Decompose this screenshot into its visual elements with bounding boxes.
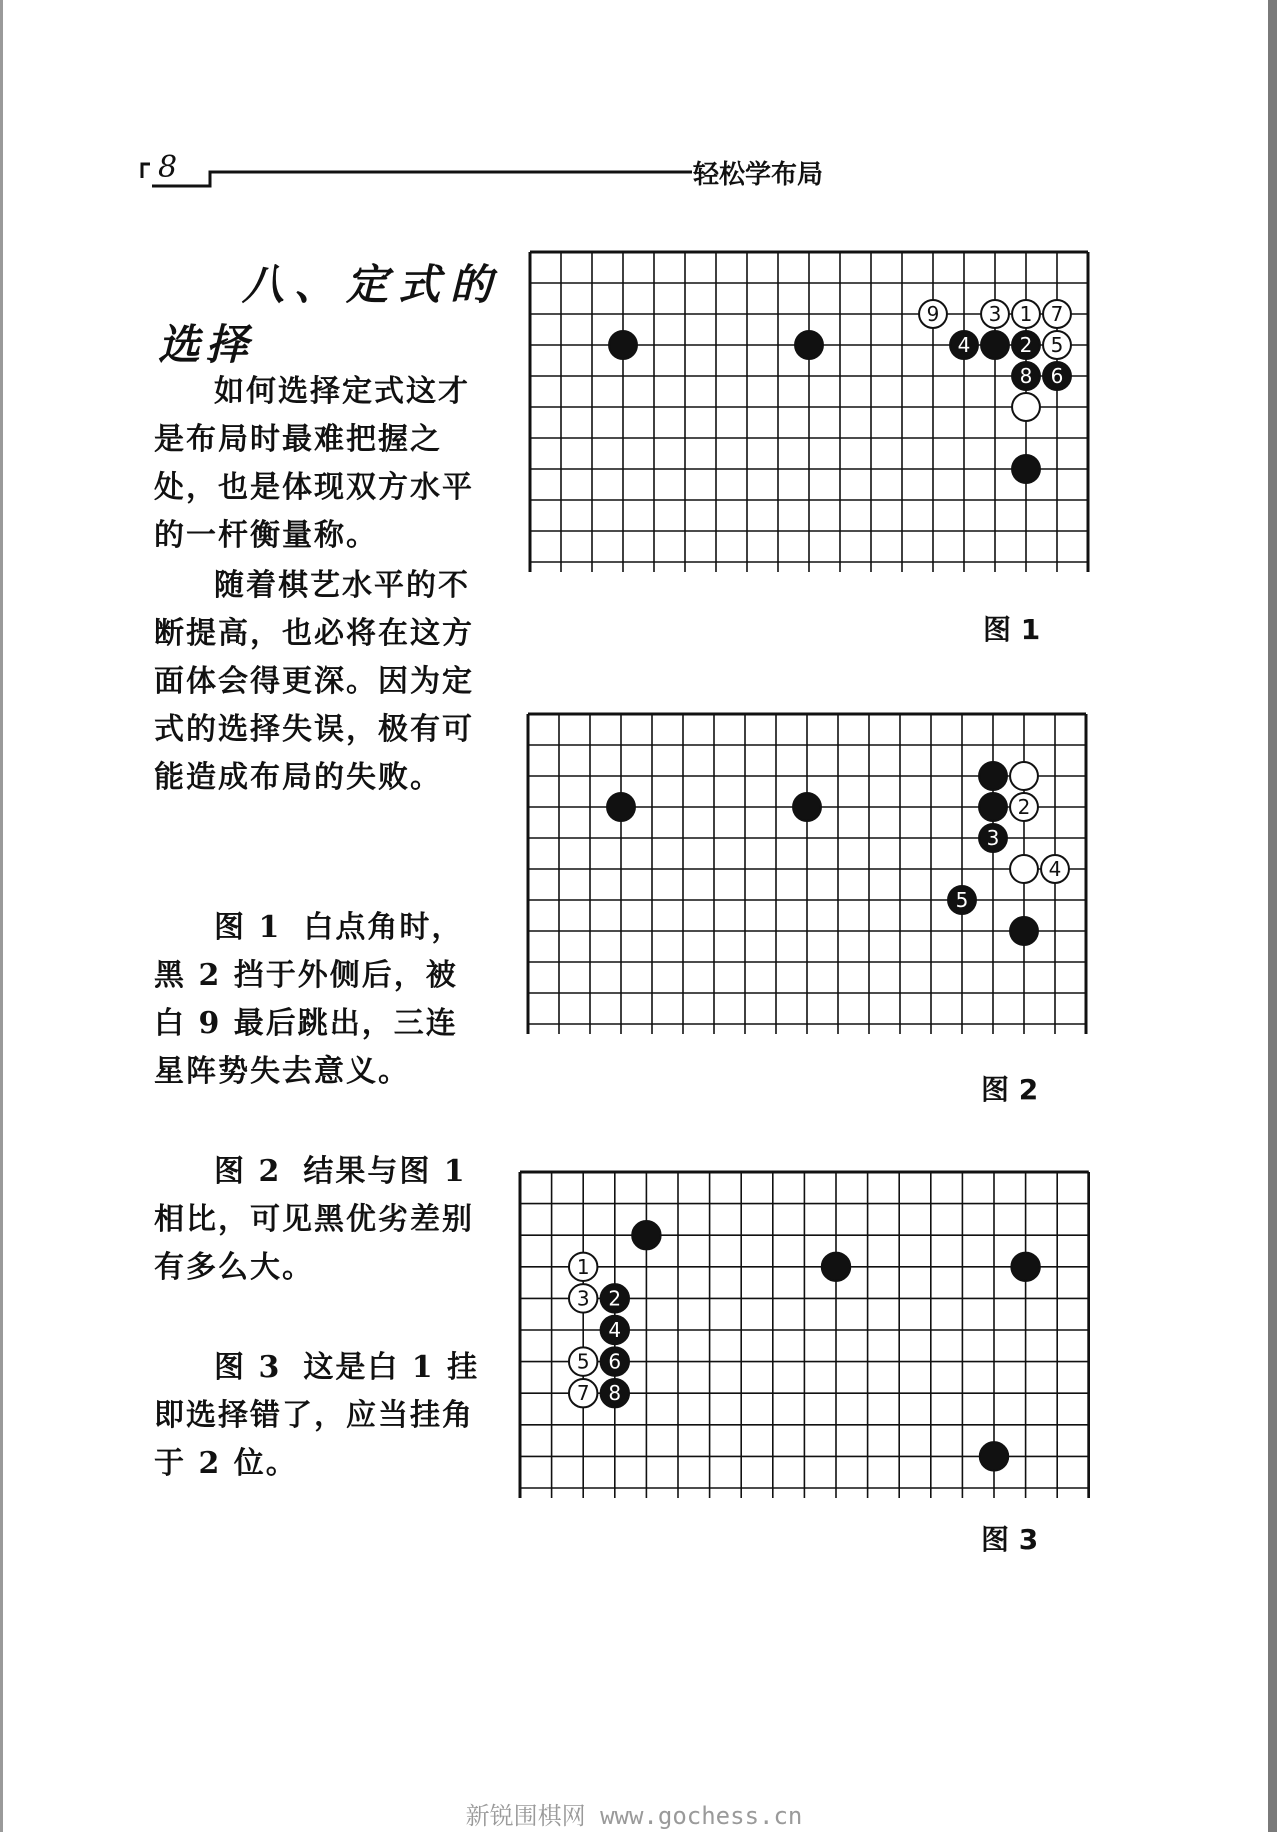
stone-move-number: 8 (608, 1381, 622, 1406)
figure-3-caption: 图 3 (981, 1523, 1039, 1556)
black-stone (632, 1221, 660, 1249)
white-stone (1010, 793, 1038, 821)
stone-move-number: 8 (1019, 364, 1033, 388)
white-stone (1012, 300, 1040, 328)
black-stone (793, 793, 821, 821)
stone-move-number: 7 (576, 1381, 590, 1406)
figure-1-caption: 图 1 (983, 613, 1041, 646)
white-stone (569, 1347, 597, 1375)
black-stone (1012, 362, 1040, 390)
white-stone (569, 1379, 597, 1407)
figure-2-description (154, 1148, 484, 1292)
board-grid (530, 252, 1088, 572)
stone-move-number: 6 (608, 1349, 622, 1374)
stone-move-number: 2 (608, 1286, 622, 1311)
go-board-figure-3 (518, 1170, 1090, 1502)
header-rule (140, 150, 692, 190)
stone-move-number: 4 (608, 1318, 622, 1342)
white-stone (919, 300, 947, 328)
black-stone (950, 331, 978, 359)
stone-move-number: 7 (1050, 302, 1064, 326)
black-stone (1010, 917, 1038, 945)
white-stone (1010, 855, 1038, 883)
white-stone (569, 1253, 597, 1281)
white-stone (1010, 762, 1038, 790)
stone-move-number: 9 (926, 302, 940, 326)
page-number: 8 (158, 150, 178, 185)
white-stone (1043, 331, 1071, 359)
stone-move-number: 3 (986, 826, 1000, 850)
stone-move-number: 3 (988, 302, 1002, 326)
stone-move-number: 6 (1050, 364, 1064, 388)
black-stone (1011, 1253, 1039, 1281)
black-stone (1012, 455, 1040, 483)
stone-move-number: 1 (576, 1254, 590, 1279)
board-grid (528, 714, 1086, 1034)
figure-2-ref: 图 2 (214, 1154, 282, 1189)
stone-move-number: 2 (1017, 795, 1031, 819)
black-stone (1043, 362, 1071, 390)
figure-3-description (154, 1344, 484, 1488)
go-board-figure-2 (526, 712, 1092, 1042)
black-stone (979, 762, 1007, 790)
black-stone (601, 1284, 629, 1312)
stone-move-number: 5 (576, 1349, 590, 1374)
stone-move-number: 5 (1050, 333, 1064, 357)
figure-1-description (154, 904, 484, 1096)
white-stone (1012, 393, 1040, 421)
black-stone (601, 1379, 629, 1407)
running-header-title: 轻松学布局 (693, 160, 824, 190)
black-stone (601, 1316, 629, 1344)
watermark: 新锐围棋网 www.gochess.cn (465, 1802, 803, 1830)
stone-move-number: 3 (576, 1286, 590, 1311)
second-paragraph: 随着棋艺水平的不断提高，也必将在这方面体会得更深。因为定式的选择失误，极有可能造成布局的失败。 (154, 568, 474, 795)
white-stone (1041, 855, 1069, 883)
stone-move-number: 5 (955, 888, 969, 912)
black-stone (980, 1442, 1008, 1470)
black-stone (1012, 331, 1040, 359)
page-left-edge (0, 0, 3, 1832)
black-stone (601, 1347, 629, 1375)
figure-3-text: 这是白 1 挂即选择错了，应当挂角于 2 位。 (154, 1350, 480, 1481)
white-stone (569, 1284, 597, 1312)
figure-3-ref: 图 3 (214, 1350, 282, 1385)
white-stone (981, 300, 1009, 328)
section-title-line-1: 八、定式的 (242, 260, 503, 309)
black-stone (607, 793, 635, 821)
white-stone (1043, 300, 1071, 328)
figure-2-caption: 图 2 (981, 1073, 1039, 1106)
stone-move-number: 4 (1048, 857, 1062, 881)
page-right-edge (1268, 0, 1277, 1832)
black-stone (948, 886, 976, 914)
black-stone (822, 1253, 850, 1281)
section-title-line-2: 选择 (158, 320, 255, 369)
stone-move-number: 4 (957, 333, 971, 357)
stone-move-number: 1 (1019, 302, 1033, 326)
go-board-figure-1 (528, 250, 1098, 580)
black-stone (795, 331, 823, 359)
black-stone (981, 331, 1009, 359)
figure-2-text: 结果与图 1 相比，可见黑优劣差别有多么大。 (154, 1154, 474, 1285)
black-stone (609, 331, 637, 359)
intro-paragraph: 如何选择定式这才是布局时最难把握之处，也是体现双方水平的一杆衡量称。 (154, 374, 474, 553)
figure-1-ref: 图 1 (214, 910, 282, 945)
stone-move-number: 2 (1019, 333, 1033, 357)
black-stone (979, 824, 1007, 852)
black-stone (979, 793, 1007, 821)
figure-1-text: 白点角时，黑 2 挡于外侧后，被白 9 最后跳出，三连星阵势失去意义。 (154, 910, 464, 1089)
